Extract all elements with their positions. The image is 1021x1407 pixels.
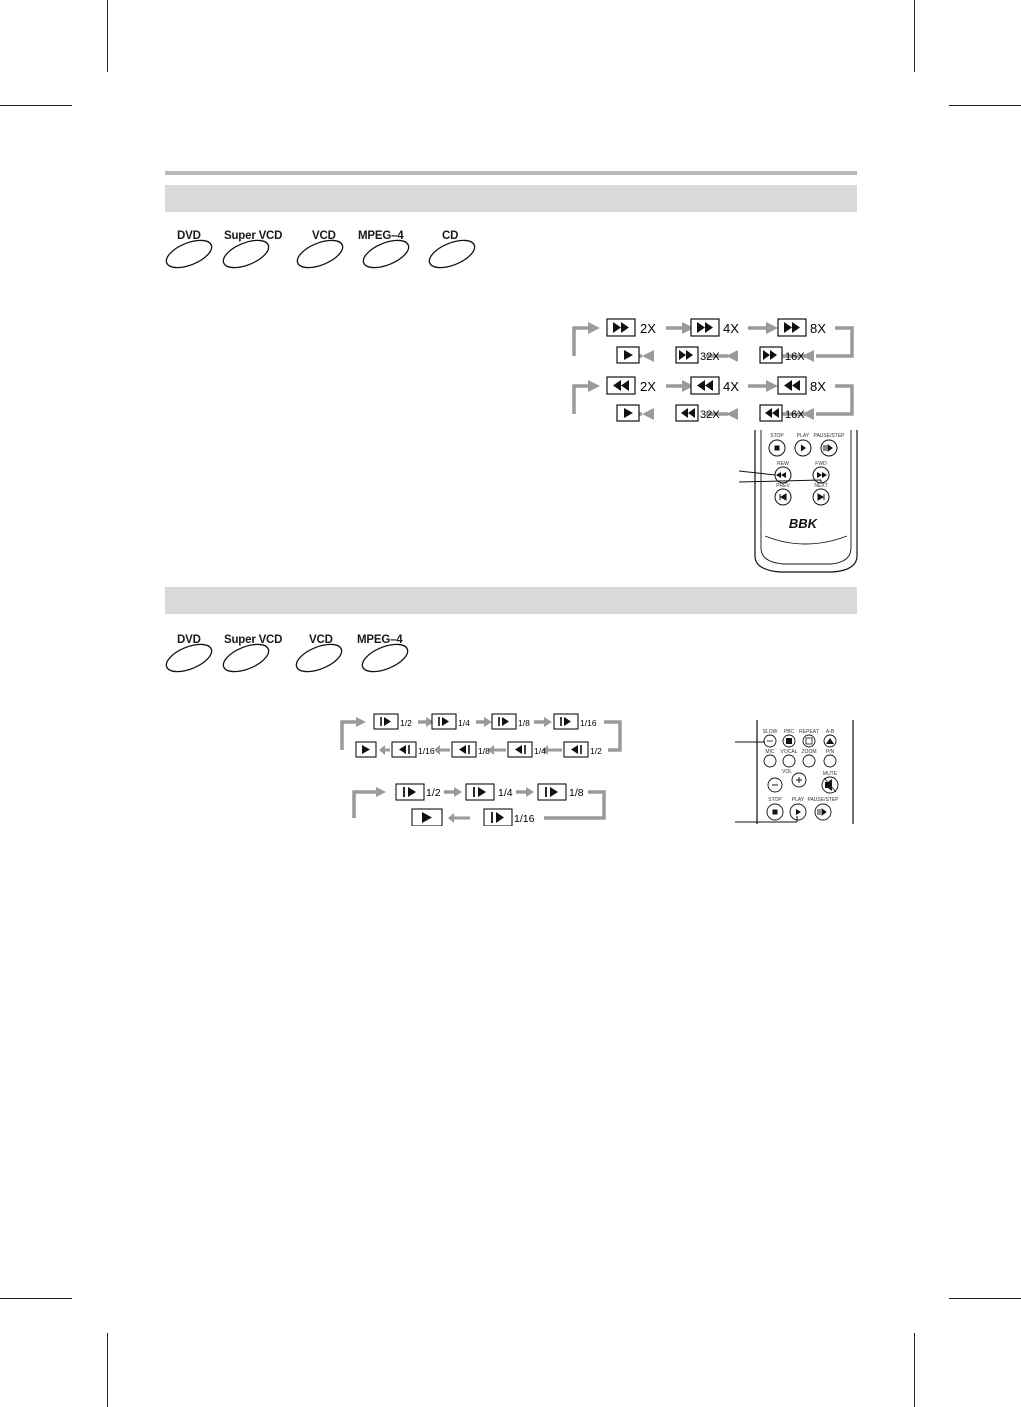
speed-label: 1/4	[534, 746, 546, 756]
fast-forward-cycle	[570, 318, 860, 364]
section-header-scan	[165, 185, 857, 212]
disc-icon	[428, 230, 476, 274]
remote-label: MIC	[765, 749, 775, 755]
remote-label: PLAY	[796, 433, 810, 439]
disc-icon	[296, 230, 344, 274]
remote-label: PBC	[783, 729, 795, 735]
speed-label: 8X	[810, 321, 826, 336]
slow-motion-diagram	[336, 712, 626, 758]
fast-forward-diagram	[570, 318, 860, 364]
crop-mark	[107, 0, 108, 72]
crop-mark	[949, 105, 1021, 106]
top-rule	[165, 171, 857, 175]
remote-label: P/N	[825, 749, 835, 755]
remote-label: NEXT	[814, 483, 828, 489]
format-label: DVD	[177, 230, 201, 242]
format-label: VCD	[312, 230, 336, 242]
format-icons-slow	[165, 634, 425, 682]
speed-label: 1/2	[590, 746, 602, 756]
format-label: CD	[442, 230, 459, 242]
remote-label: REW	[777, 461, 789, 467]
speed-label: 1/2	[400, 718, 412, 728]
format-label: MPEG–4	[358, 230, 404, 242]
speed-label: 1/8	[478, 746, 490, 756]
speed-label: 32X	[700, 351, 720, 363]
slow-motion-cycle	[336, 712, 626, 758]
speed-label: 2X	[640, 379, 656, 394]
format-label: VCD	[309, 634, 333, 646]
disc-icon	[295, 634, 343, 678]
remote-control-scan	[735, 428, 860, 578]
speed-label: 16X	[785, 409, 805, 421]
crop-mark	[0, 1298, 72, 1299]
speed-label: 1/4	[498, 787, 513, 799]
crop-mark	[914, 1333, 915, 1407]
disc-icon	[165, 230, 213, 274]
disc-icon	[358, 230, 410, 274]
disc-icon	[222, 230, 283, 274]
remote-label: PLAY	[791, 797, 805, 803]
format-label: DVD	[177, 634, 201, 646]
brand-logo: BBK	[788, 516, 818, 531]
remote-label: MUTE	[822, 771, 838, 777]
remote-label: PREV	[776, 483, 790, 489]
remote-label: SLOW	[762, 729, 778, 735]
format-label: Super VCD	[224, 634, 283, 646]
remote-label: A-B	[825, 729, 835, 735]
remote-label: STOP	[770, 433, 784, 439]
speed-label: 2X	[640, 321, 656, 336]
crop-mark	[107, 1333, 108, 1407]
speed-label: 32X	[700, 409, 720, 421]
remote-label: FWD	[815, 461, 827, 467]
disc-icon	[165, 634, 213, 678]
speed-label: 1/4	[458, 718, 470, 728]
remote-control-slow	[733, 720, 859, 826]
speed-label: 1/16	[580, 718, 597, 728]
speed-label: 1/16	[514, 813, 535, 825]
speed-label: 4X	[723, 321, 739, 336]
format-label: Super VCD	[224, 230, 283, 242]
speed-label: 8X	[810, 379, 826, 394]
remote-label: REPEAT	[799, 729, 819, 735]
format-icons-scan	[165, 230, 495, 278]
format-label: MPEG–4	[357, 634, 403, 646]
remote-label: ZOOM	[801, 749, 817, 755]
speed-label: 16X	[785, 351, 805, 363]
rewind-diagram	[570, 376, 860, 422]
slow-motion-vcd-cycle	[348, 780, 610, 826]
remote-label: PAUSE/STEP	[807, 797, 839, 803]
disc-icon	[357, 634, 409, 678]
speed-label: 1/2	[426, 787, 441, 799]
speed-label: 1/8	[518, 718, 530, 728]
remote-label: VOCAL	[780, 749, 798, 755]
disc-icon	[222, 634, 283, 678]
rewind-cycle	[570, 376, 860, 422]
crop-mark	[0, 105, 72, 106]
speed-label: 4X	[723, 379, 739, 394]
remote-label: PAUSE/STEP	[813, 433, 845, 439]
remote-label: STOP	[768, 797, 782, 803]
remote-label: VOL	[781, 769, 793, 775]
speed-label: 1/8	[569, 787, 584, 799]
slow-motion-vcd-diagram	[348, 780, 610, 826]
section-header-slow	[165, 587, 857, 614]
crop-mark	[949, 1298, 1021, 1299]
speed-label: 1/16	[418, 746, 435, 756]
crop-mark	[914, 0, 915, 72]
